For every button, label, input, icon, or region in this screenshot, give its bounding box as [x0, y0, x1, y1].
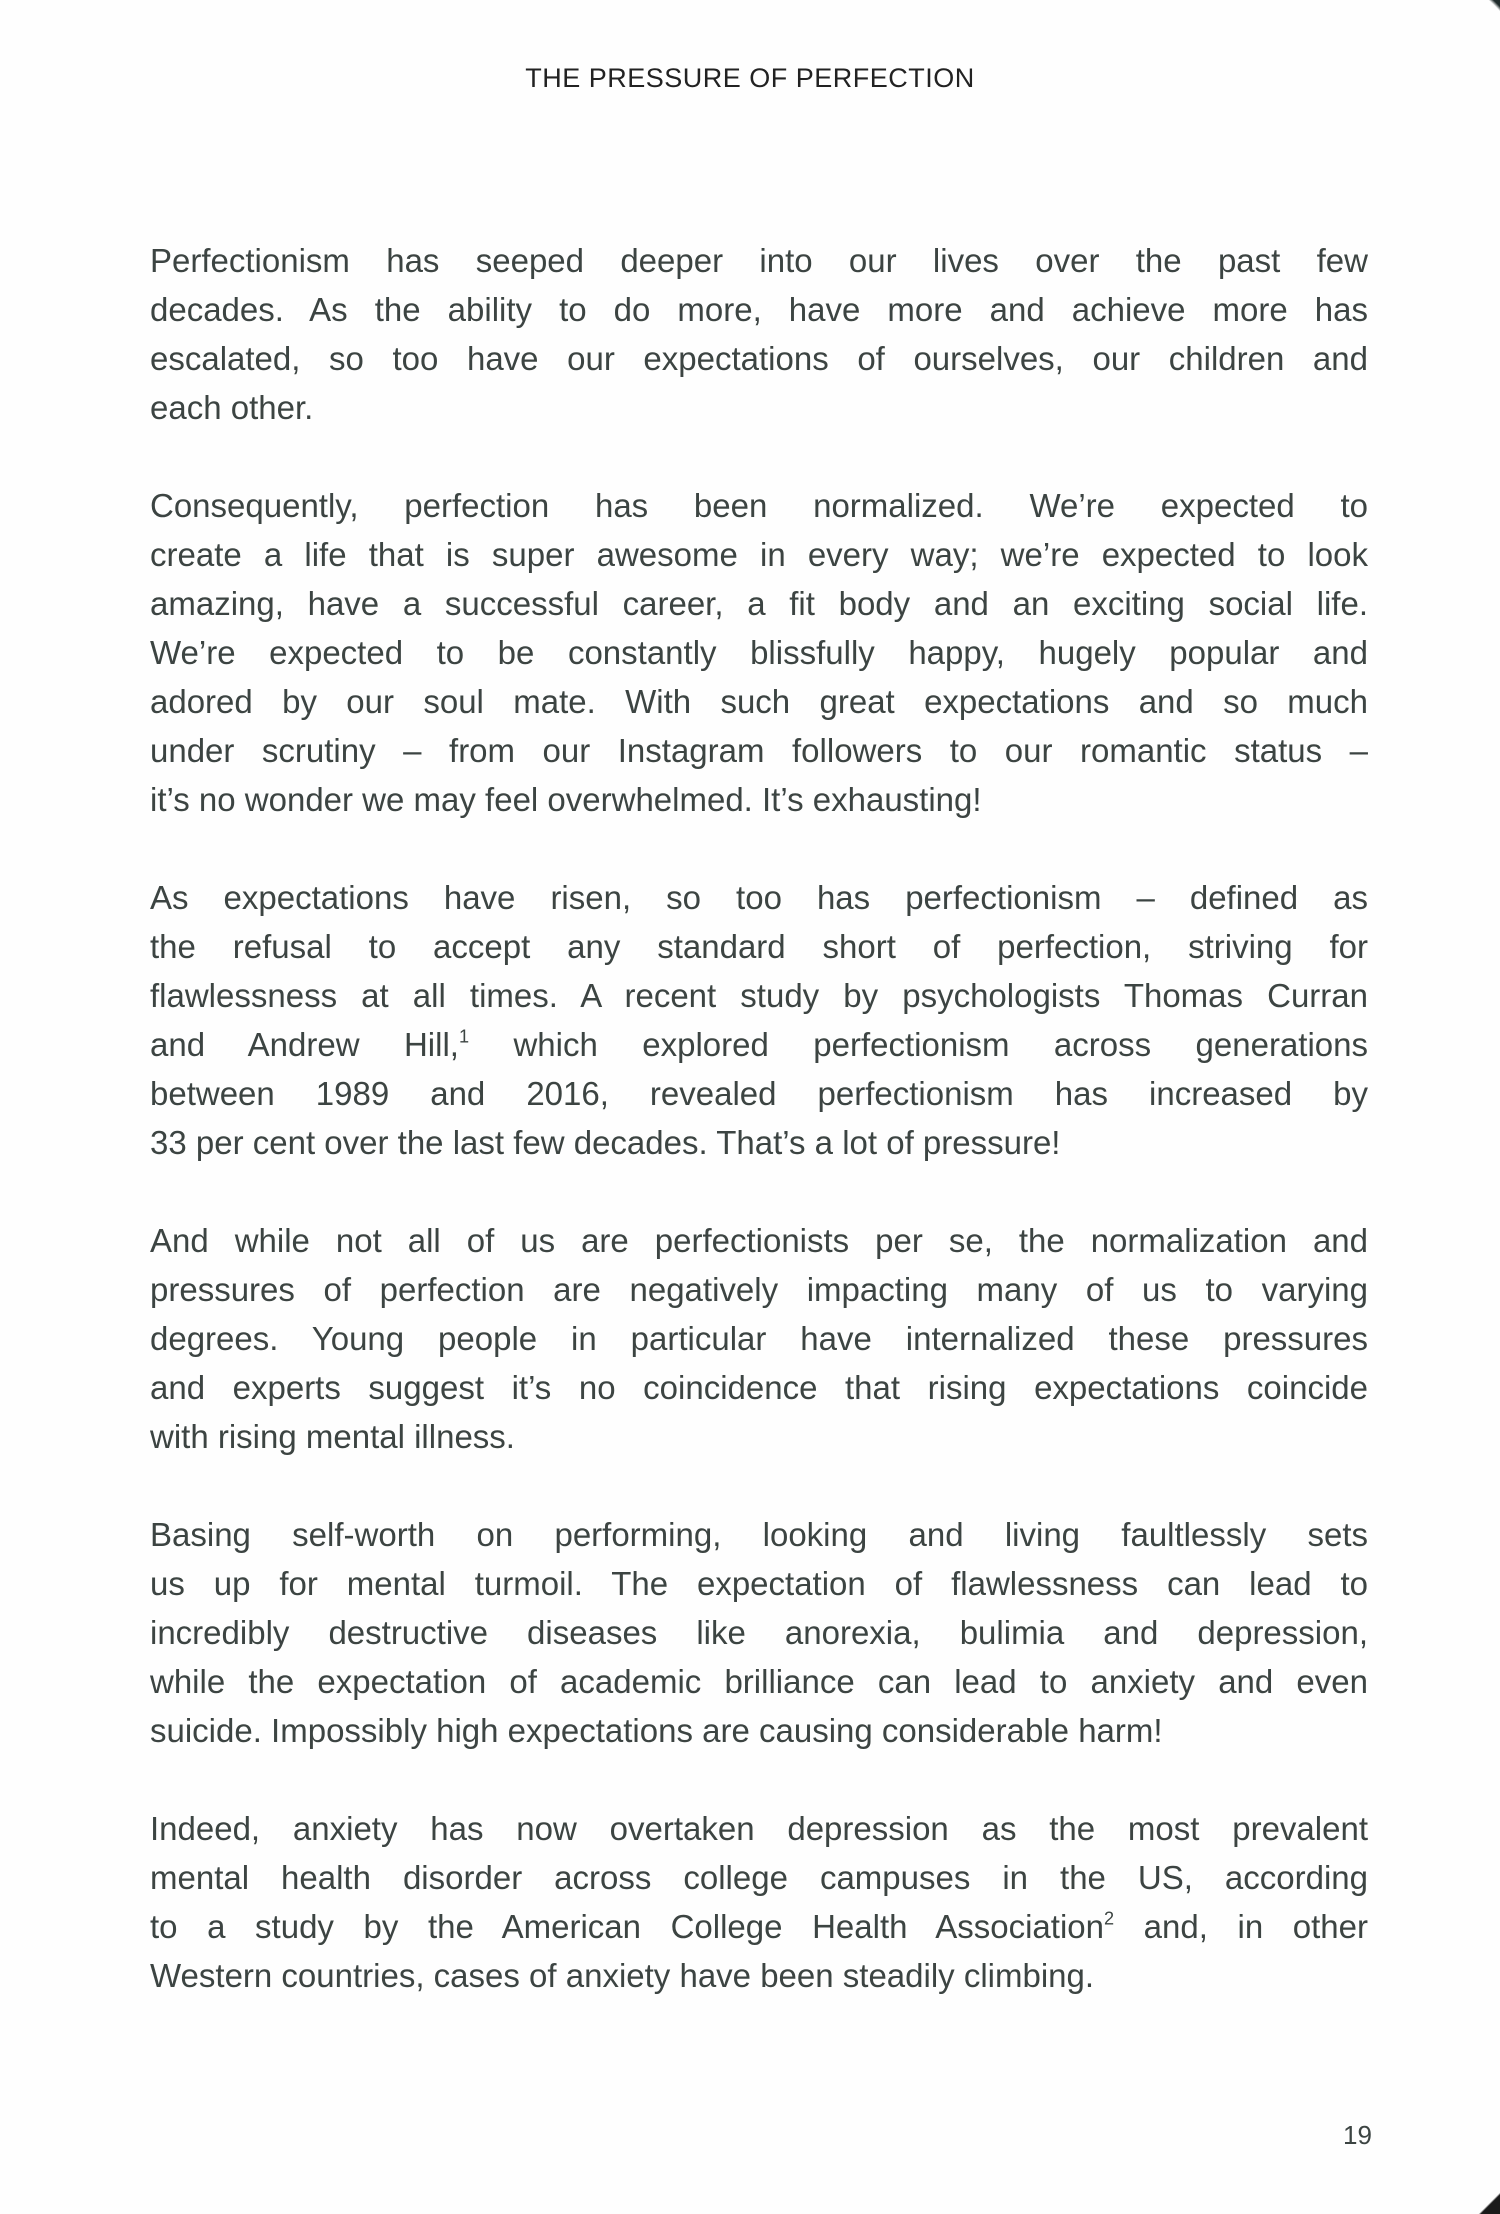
text-line: 33 per cent over the last few decades. That’s a lot of pressure!	[150, 1124, 1061, 1161]
text-line: adored by our soul mate. With such great expectations and so much	[150, 683, 1368, 720]
text-line	[150, 1902, 1368, 1951]
text-line: suicide. Impossibly high expectations are causing considerable harm!	[150, 1712, 1163, 1749]
text-line: degrees. Young people in particular have internalized these pressures	[150, 1320, 1368, 1357]
paragraph-1	[150, 236, 1368, 432]
text-line: mental health disorder across college campuses in the US, according	[150, 1859, 1368, 1896]
text-line: between 1989 and 2016, revealed perfectionism has increased by	[150, 1075, 1368, 1112]
text-line: As expectations have risen, so too has perfectionism – defined as	[150, 879, 1368, 916]
footnote-marker-1: 1	[458, 1026, 470, 1047]
text-line: create a life that is super awesome in every way; we’re expected to look	[150, 536, 1368, 573]
text-line: We’re expected to be constantly blissfully happy, hugely popular and	[150, 634, 1368, 671]
running-head: THE PRESSURE OF PERFECTION	[525, 63, 975, 93]
text-line: Consequently, perfection has been normalized. We’re expected to	[150, 487, 1368, 524]
text-line: flawlessness at all times. A recent study by psychologists Thomas Curran	[150, 977, 1368, 1014]
text-line: escalated, so too have our expectations of ourselves, our children and	[150, 340, 1368, 377]
text-line: with rising mental illness.	[150, 1418, 515, 1455]
text-line: us up for mental turmoil. The expectation of flawlessness can lead to	[150, 1565, 1368, 1602]
paragraph-2	[150, 481, 1368, 824]
text-line: amazing, have a successful career, a fit body and an exciting social life.	[150, 585, 1368, 622]
paragraph-6	[150, 1804, 1368, 2000]
text-line: the refusal to accept any standard short of perfection, striving for	[150, 928, 1368, 965]
text-line: decades. As the ability to do more, have more and achieve more has	[150, 291, 1368, 328]
text-line: pressures of perfection are negatively impacting many of us to varying	[150, 1271, 1368, 1308]
text-line: Perfectionism has seeped deeper into our lives over the past few	[150, 242, 1368, 279]
text-line: while the expectation of academic brilliance can lead to anxiety and even	[150, 1663, 1368, 1700]
page-number: 19	[1343, 2120, 1372, 2150]
paragraph-3	[150, 873, 1368, 1167]
text-line: under scrutiny – from our Instagram followers to our romantic status –	[150, 732, 1368, 769]
text-line: Western countries, cases of anxiety have been steadily climbing.	[150, 1957, 1095, 1994]
text-segment: to a study by the American College Health Association	[150, 1908, 1104, 1945]
text-line	[150, 1020, 1368, 1069]
body-text	[150, 236, 1368, 2049]
text-line: And while not all of us are perfectionists per se, the normalization and	[150, 1222, 1368, 1259]
text-line: Indeed, anxiety has now overtaken depression as the most prevalent	[150, 1810, 1368, 1847]
paragraph-4	[150, 1216, 1368, 1461]
text-line: it’s no wonder we may feel overwhelmed. It’s exhausting!	[150, 781, 982, 818]
text-line: and experts suggest it’s no coincidence that rising expectations coincide	[150, 1369, 1368, 1406]
text-segment: which explored perfectionism across generations	[469, 1026, 1368, 1063]
text-segment: and, in other	[1114, 1908, 1368, 1945]
page-corner-shadow-bottom	[1476, 2190, 1500, 2214]
footnote-marker-2: 2	[1104, 1908, 1115, 1929]
text-segment: and Andrew Hill,	[150, 1026, 459, 1063]
text-line: incredibly destructive diseases like anorexia, bulimia and depression,	[150, 1614, 1368, 1651]
text-line: each other.	[150, 389, 314, 426]
paragraph-5	[150, 1510, 1368, 1755]
text-line: Basing self-worth on performing, looking and living faultlessly sets	[150, 1516, 1368, 1553]
